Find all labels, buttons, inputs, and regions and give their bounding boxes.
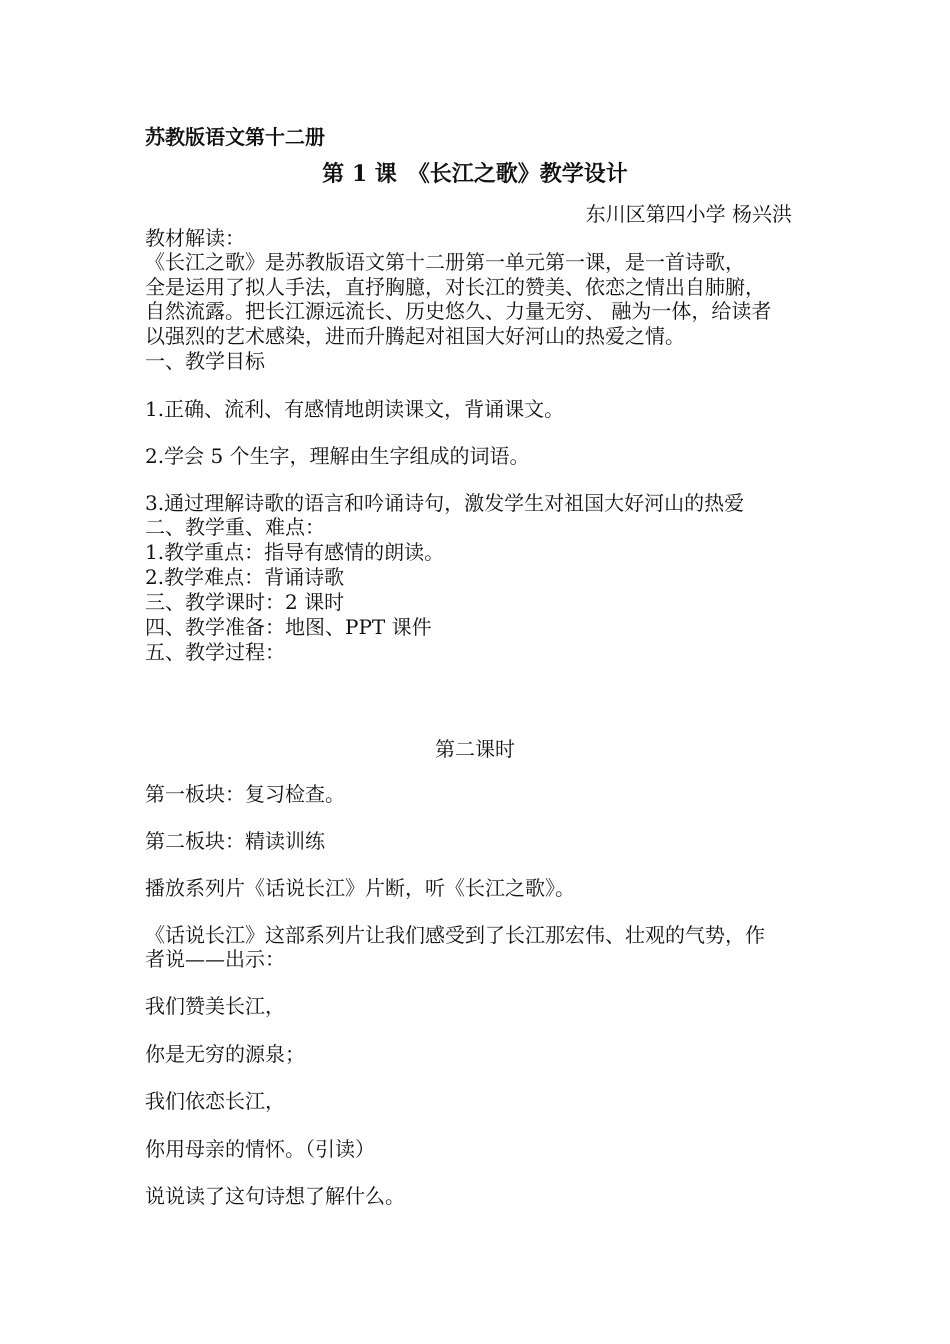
teaching-prep: 四、教学准备：地图、PPT 课件 [145,615,432,639]
key-points-heading: 二、教学重、难点： [145,515,325,539]
goal-item: 2.学会 5 个生字，理解由生字组成的词语。 [145,444,530,468]
reading-line: 《长江之歌》是苏教版语文第十二册第一单元第一课，是一首诗歌， [145,250,745,274]
goal-item: 1.正确、流利、有感情地朗读课文，背诵课文。 [145,397,565,421]
reading-line: 自然流露。把长江源远流长、历史悠久、力量无穷、 融为一体，给读者 [145,299,772,323]
block-two: 第二板块：精读训练 [145,829,325,853]
teaching-hours: 三、教学课时：2 课时 [145,590,345,614]
poem-line: 我们赞美长江， [145,994,285,1018]
poem-line: 你是无穷的源泉； [145,1042,305,1066]
reading-line: 全是运用了拟人手法，直抒胸臆，对长江的赞美、依恋之情出自肺腑， [145,275,765,299]
poem-line: 我们依恋长江， [145,1089,285,1113]
author-line: 东川区第四小学 杨兴洪 [585,202,792,226]
goals-heading: 一、教学目标 [145,349,265,373]
teaching-process-heading: 五、教学过程： [145,640,285,664]
play-instruction: 播放系列片《话说长江》片断，听《长江之歌》。 [145,876,575,900]
document-title: 第 1 课 《长江之歌》教学设计 [322,161,628,187]
textbook-header: 苏教版语文第十二册 [145,125,325,149]
key-point-item: 2.教学难点：背诵诗歌 [145,565,345,589]
reading-line: 以强烈的艺术感染，进而升腾起对祖国大好河山的热爱之情。 [145,324,685,348]
lesson2-heading: 第二课时 [435,737,515,761]
poem-line: 你用母亲的情怀。（引读） [145,1137,375,1161]
discussion-question: 说说读了这句诗想了解什么。 [145,1184,405,1208]
intro-line: 者说——出示： [145,947,285,971]
key-point-item: 1.教学重点：指导有感情的朗读。 [145,540,445,564]
goal-item: 3.通过理解诗歌的语言和吟诵诗句，激发学生对祖国大好河山的热爱 [145,491,745,515]
intro-line: 《话说长江》这部系列片让我们感受到了长江那宏伟、壮观的气势，作 [145,923,765,947]
reading-heading: 教材解读： [145,226,245,250]
block-one: 第一板块：复习检查。 [145,782,345,806]
